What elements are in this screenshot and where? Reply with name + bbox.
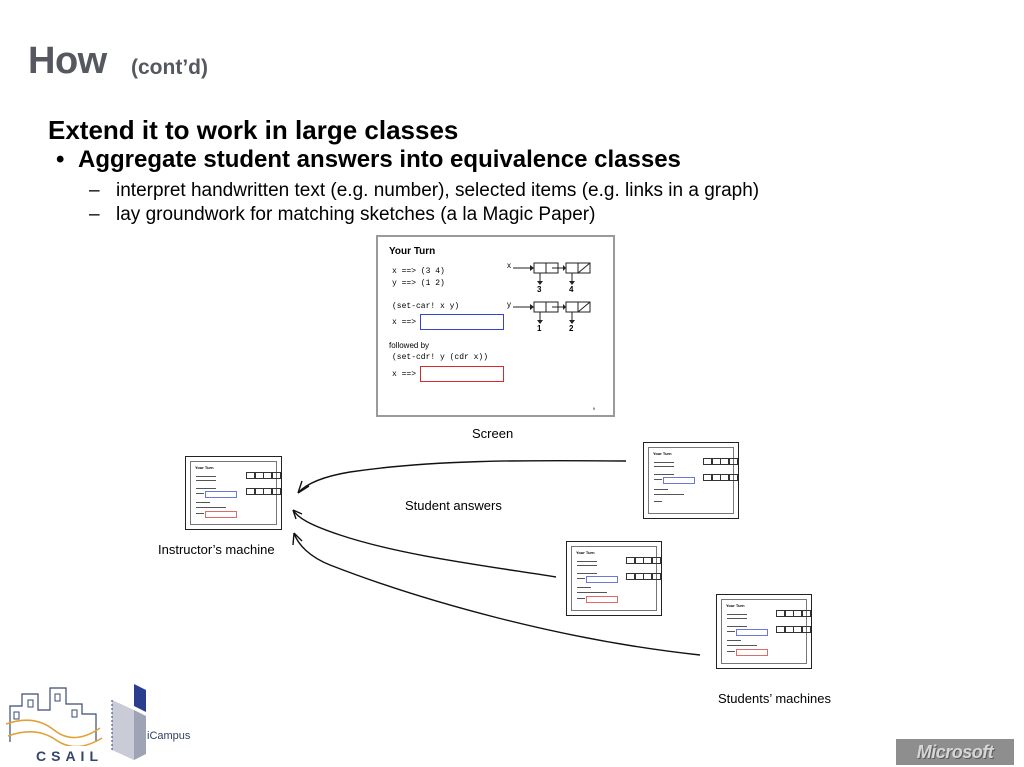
instructor-machine-thumbnail <box>185 456 282 530</box>
instructor-caption: Instructor’s machine <box>158 542 275 557</box>
icampus-logo-icon <box>108 682 152 762</box>
slide-title: How <box>28 40 107 82</box>
screen-caption: Screen <box>472 426 514 441</box>
code-line: (set-car! x y) <box>392 302 460 311</box>
code-line: x ==> <box>392 318 417 327</box>
diagram-y-label: y <box>507 300 511 309</box>
bullet-text: Aggregate student answers into equivalence classes <box>78 146 681 173</box>
thumbnail-title: Your Turn <box>653 451 672 456</box>
thumbnail-title: Your Turn <box>726 603 745 608</box>
code-line: x ==> (3 4) <box>392 267 445 276</box>
page-number: 9 <box>592 406 595 411</box>
code-line: (set-cdr! y (cdr x)) <box>392 353 489 362</box>
slide-title-sub: (cont’d) <box>131 56 208 79</box>
followed-by-label: followed by <box>389 341 430 350</box>
diagram-number: 3 <box>537 285 542 294</box>
students-caption: Students’ machines <box>718 691 831 706</box>
csail-logo-icon <box>4 684 104 746</box>
icampus-logo-text: iCampus <box>147 730 191 742</box>
sub-item-2: lay groundwork for matching sketches (a la Magic Paper) <box>116 204 596 225</box>
diagram-x-label: x <box>507 261 511 270</box>
slide-heading: Extend it to work in large classes <box>48 115 459 145</box>
csail-logo-text: CSAIL <box>36 748 103 764</box>
thumbnail-title: Your Turn <box>195 465 214 470</box>
microsoft-logo-text: Microsoft <box>916 741 994 762</box>
bullet-marker: • <box>56 146 65 173</box>
microsoft-logo <box>896 739 1014 765</box>
student-machine-thumbnail <box>566 541 662 616</box>
thumbnail-title: Your Turn <box>576 550 595 555</box>
code-line: y ==> (1 2) <box>392 279 445 288</box>
screen-slide-title: Your Turn <box>389 246 436 257</box>
sub-item-1: interpret handwritten text (e.g. number), selected items (e.g. links in a graph) <box>116 180 760 201</box>
code-line: x ==> <box>392 370 417 379</box>
dash-marker: – <box>89 204 100 225</box>
diagram-number: 1 <box>537 324 542 333</box>
student-machine-thumbnail <box>716 594 812 669</box>
diagram-number: 4 <box>569 285 574 294</box>
student-machine-thumbnail <box>643 442 739 519</box>
dash-marker: – <box>89 180 100 201</box>
student-answers-caption: Student answers <box>405 498 502 513</box>
diagram-number: 2 <box>569 324 574 333</box>
